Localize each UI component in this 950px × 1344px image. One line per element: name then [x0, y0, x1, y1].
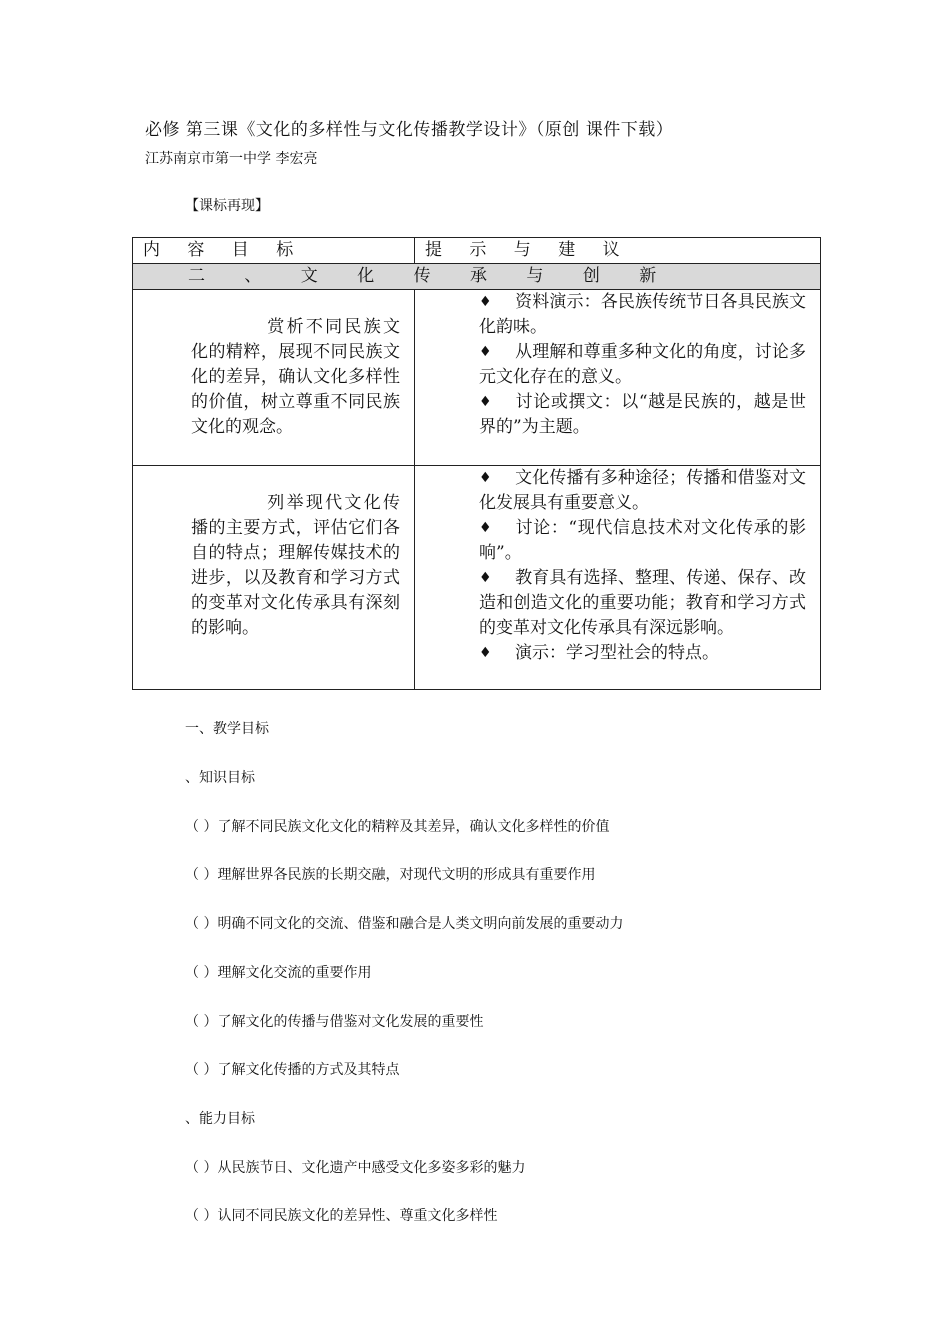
knowledge-heading: 、知识目标: [185, 770, 255, 786]
column-header-goal: 内 容 目 标: [133, 238, 415, 264]
tips-cell: [415, 466, 821, 690]
ability-item: （ ）从民族节日、文化遗产中感受文化多姿多彩的魅力: [185, 1160, 526, 1176]
knowledge-item: （ ）了解文化的传播与借鉴对文化发展的重要性: [185, 1014, 484, 1030]
table-band-row: [133, 264, 821, 290]
bullet-icon: ♦: [479, 570, 492, 586]
knowledge-item: （ ）理解世界各民族的长期交融，对现代文明的形成具有重要作用: [185, 867, 596, 883]
goal-text: 列举现代文化传播的主要方式，评估它们各自的特点；理解传媒技术的进步，以及教育和学习方式的变革对文化传承具有深刻的影响。: [191, 493, 400, 638]
tip-item: ♦ 讨论：“现代信息技术对文化传承的影响”。: [479, 518, 806, 563]
column-header-tips: 提 示 与 建 议: [415, 238, 821, 264]
goal-cell: [133, 290, 415, 466]
goal-text: 赏析不同民族文化的精粹，展现不同民族文化的差异，确认文化多样性的价值，树立尊重不同民族文化的观念。: [191, 317, 400, 437]
curriculum-standard-table: [132, 237, 821, 690]
ability-heading: 、能力目标: [185, 1111, 255, 1127]
knowledge-item: （ ）了解文化传播的方式及其特点: [185, 1062, 400, 1078]
tip-item: ♦ 讨论或撰文：以“越是民族的，越是世界的”为主题。: [479, 392, 806, 437]
bullet-icon: ♦: [479, 344, 492, 360]
knowledge-item: （ ）了解不同民族文化文化的精粹及其差异，确认文化多样性的价值: [185, 819, 610, 835]
author-line: 江苏南京市第一中学 李宏亮: [145, 151, 318, 167]
bullet-icon: ♦: [479, 294, 492, 310]
bullet-icon: ♦: [479, 645, 492, 661]
bullet-icon: ♦: [479, 520, 492, 536]
knowledge-item: （ ）明确不同文化的交流、借鉴和融合是人类文明向前发展的重要动力: [185, 916, 624, 932]
bullet-icon: ♦: [479, 394, 492, 410]
tip-item: ♦ 从理解和尊重多种文化的角度，讨论多元文化存在的意义。: [479, 342, 806, 387]
tip-item: ♦ 教育具有选择、整理、传递、保存、改造和创造文化的重要功能；教育和学习方式的变革对文化传承具有深远影响。: [479, 568, 806, 638]
table-row: [133, 290, 821, 466]
goal-cell: [133, 466, 415, 690]
tip-item: ♦ 演示：学习型社会的特点。: [479, 641, 806, 666]
tips-cell: [415, 290, 821, 466]
band-heading: 二 、 文 化 传 承 与 创 新: [133, 264, 821, 290]
table-row: [133, 466, 821, 690]
objectives-heading: 一、教学目标: [185, 721, 269, 737]
knowledge-item: （ ）理解文化交流的重要作用: [185, 965, 372, 981]
section-heading: 【课标再现】: [185, 198, 269, 214]
tip-item: ♦ 文化传播有多种途径；传播和借鉴对文化发展具有重要意义。: [479, 468, 806, 513]
ability-item: （ ）认同不同民族文化的差异性、尊重文化多样性: [185, 1208, 498, 1224]
tip-item: ♦ 资料演示：各民族传统节日各具民族文化韵味。: [479, 292, 806, 337]
document-title: 必修 第三课《文化的多样性与文化传播教学设计》（原创 课件下载）: [145, 120, 674, 140]
table-header-row: [133, 238, 821, 264]
bullet-icon: ♦: [479, 470, 492, 486]
